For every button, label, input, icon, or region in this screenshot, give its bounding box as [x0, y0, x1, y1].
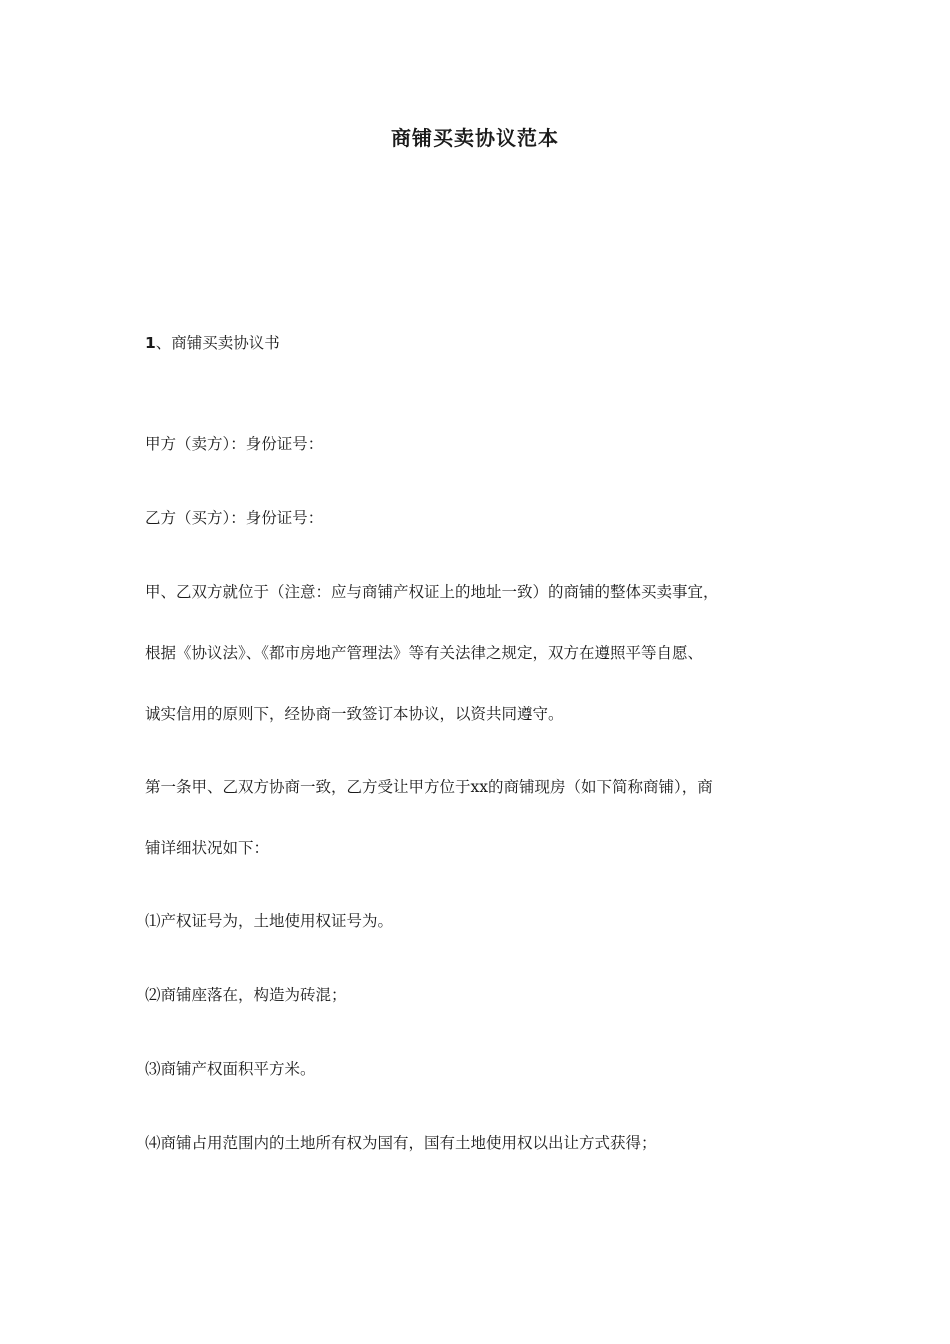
party-b-line: 乙方（买方）：身份证号： [145, 509, 324, 527]
preamble-line-3: 诚实信用的原则下，经协商一致签订本协议，以资共同遵守。 [145, 705, 564, 723]
clause-2: ⑵商铺座落在，构造为砖混； [145, 986, 347, 1004]
article-1-line-2: 铺详细状况如下： [145, 839, 270, 857]
section-heading [145, 332, 280, 354]
document-title: 商铺买卖协议范本 [391, 126, 559, 150]
clause-3: ⑶商铺产权面积平方米。 [145, 1060, 316, 1078]
party-a-line: 甲方（卖方）：身份证号： [145, 435, 324, 453]
preamble-line-1: 甲、乙双方就位于（注意：应与商铺产权证上的地址一致）的商铺的整体买卖事宜， [145, 583, 719, 601]
article-1-line-1: 第一条甲、乙双方协商一致，乙方受让甲方位于xx的商铺现房（如下简称商铺），商 [145, 778, 713, 796]
section-number: 1 [145, 334, 156, 352]
section-heading-text: 、商铺买卖协议书 [155, 334, 280, 352]
preamble-line-2: 根据《协议法》、《都市房地产管理法》等有关法律之规定，双方在遵照平等自愿、 [145, 644, 704, 662]
clause-1: ⑴产权证号为，土地使用权证号为。 [145, 912, 394, 930]
clause-4: ⑷商铺占用范围内的土地所有权为国有，国有土地使用权以出让方式获得； [145, 1134, 657, 1152]
